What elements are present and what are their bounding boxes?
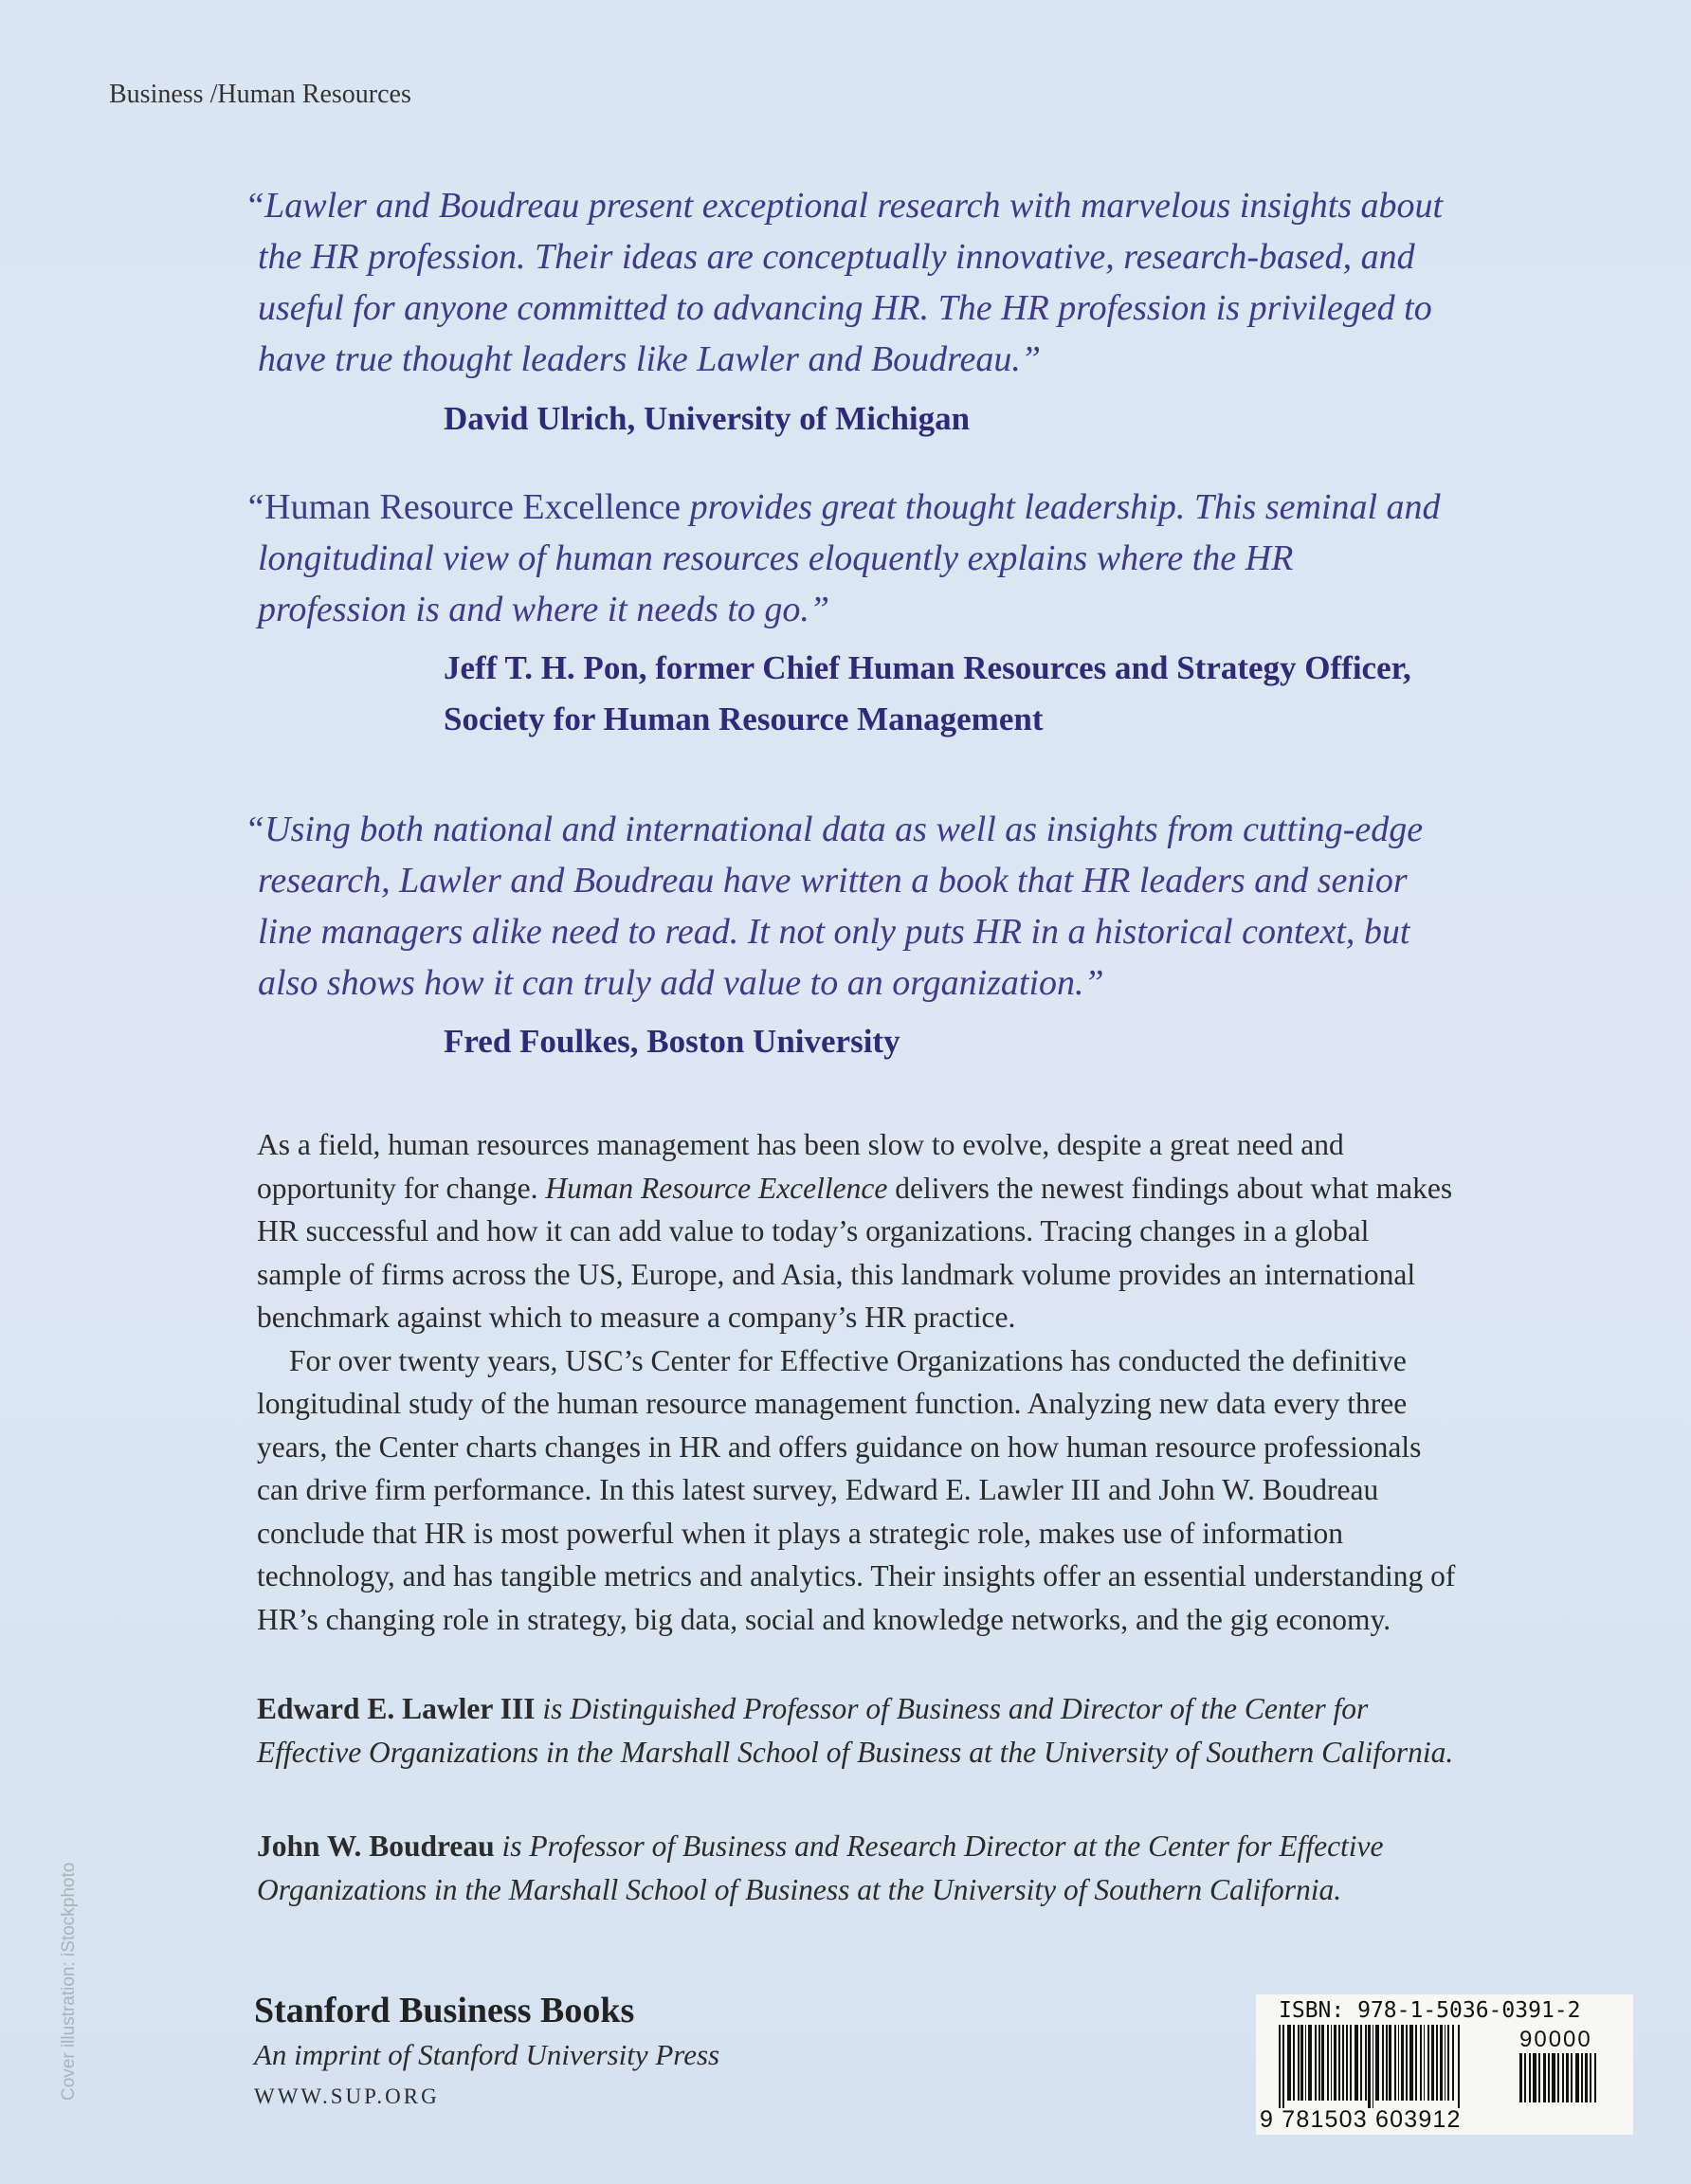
ean-digits: 9 781503 603912 (1260, 2106, 1462, 2133)
description-book-title: Human Resource Excellence (545, 1171, 888, 1205)
quote-2-rest: provides great thought leadership. This seminal and longitudinal view of human resources eloquently explains where the HR profession is and where it needs to go.” (258, 487, 1441, 629)
category-label: Business /Human Resources (109, 80, 411, 109)
book-description (257, 1123, 1456, 1641)
description-paragraph-1 (257, 1123, 1456, 1339)
author-2-bio: is Professor of Business and Research Director at the Center for Effective Organizations in the Marshall School of Business at the University of Southern California. (257, 1829, 1384, 1906)
author-bio-2 (257, 1825, 1456, 1911)
endorsement-attribution-1: David Ulrich, University of Michigan (444, 400, 971, 437)
quote-1-text: “Lawler and Boudreau present exceptional research with marvelous insights about the HR profession. Their ideas are conceptually innovative, research-based, and useful for anyone committed to advancing HR. The HR profession is privileged to have true thought leaders like Lawler and Boudreau.” (245, 186, 1444, 379)
isbn-barcode (1256, 1994, 1633, 2135)
author-1-name: Edward E. Lawler III (257, 1692, 536, 1725)
description-p1-end: delivers the newest findings about what makes HR successful and how it can add value to today’s organizations. Tracing changes in a global sample of firms across the US, Europe, and Asia, this landmark volume provides an international benchmark against which to measure a company’s HR practice. (257, 1171, 1453, 1334)
quote-2-text (245, 482, 1448, 635)
publisher-url[interactable]: WWW.SUP.ORG (254, 2084, 440, 2108)
endorsement-quote-2 (245, 482, 1448, 635)
author-1-bio: is Distinguished Professor of Business and Director of the Center for Effective Organizations in the Marshall School of Business at the University of Southern California. (257, 1692, 1454, 1769)
description-paragraph-2: For over twenty years, USC’s Center for Effective Organizations has conducted the definitive longitudinal study of the human resource management function. Analyzing new data every three years, the Center charts changes in HR and offers guidance on how human resource professionals can drive firm performance. In this latest survey, Edward E. Lawler III and John W. Boudreau conclude that HR is most powerful when it plays a strategic role, makes use of information technology, and has tangible metrics and analytics. Their insights offer an essential understanding of HR’s changing role in strategy, big data, social and knowledge networks, and the gig economy. (257, 1343, 1456, 1636)
description-p1-start: As a field, human resources management has been slow to evolve, despite a great need and opportunity for change. (257, 1128, 1344, 1205)
price-code: 90000 (1519, 2027, 1592, 2052)
author-2-name: John W. Boudreau (257, 1829, 495, 1863)
endorsement-quote-3 (245, 804, 1448, 1009)
publisher-name: Stanford Business Books (254, 1991, 635, 2030)
isbn-number: ISBN: 978-1-5036-0391-2 (1279, 1998, 1581, 2023)
quote-3-text: “Using both national and international data as well as insights from cutting-edge research, Lawler and Boudreau have written a book that HR leaders and senior line managers alike need to read. It not only puts HR in a historical context, but also shows how it can truly add value to an organization.” (245, 810, 1424, 1003)
endorsement-attribution-3: Fred Foulkes, Boston University (444, 1023, 900, 1060)
endorsement-attribution-2: Jeff T. H. Pon, former Chief Human Resources and Strategy Officer, Society for Human Resource Management (444, 649, 1411, 737)
quote-2-book-title: Human Resource Excellence (264, 487, 682, 527)
publisher-block (254, 1987, 918, 2118)
publisher-imprint: An imprint of Stanford University Press (254, 2038, 720, 2071)
endorsement-quote-1 (245, 180, 1448, 385)
cover-credit: Cover illustration: iStockphoto (59, 1862, 79, 2101)
author-bio-1 (257, 1687, 1456, 1774)
barcode-bars-icon (1279, 2025, 1512, 2108)
quote-2-open: “ (245, 487, 265, 527)
price-barcode-bars-icon (1519, 2053, 1622, 2110)
